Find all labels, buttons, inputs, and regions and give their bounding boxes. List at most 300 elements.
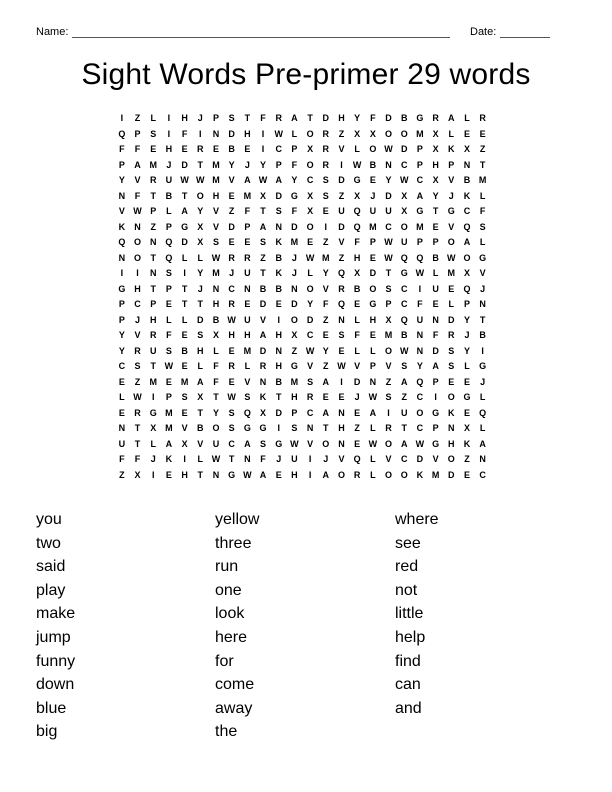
grid-letter[interactable]: L xyxy=(464,113,470,123)
grid-letter[interactable]: X xyxy=(354,190,361,201)
grid-letter[interactable]: I xyxy=(418,283,422,294)
grid-letter[interactable]: T xyxy=(181,190,188,201)
grid-letter[interactable]: Q xyxy=(479,407,487,418)
grid-letter[interactable]: G xyxy=(181,221,189,232)
grid-letter[interactable]: H xyxy=(432,159,439,170)
grid-letter[interactable]: D xyxy=(291,299,298,309)
date-line[interactable] xyxy=(500,27,550,38)
grid-letter[interactable]: N xyxy=(149,237,157,247)
grid-letter[interactable]: Y xyxy=(197,268,204,278)
grid-letter[interactable]: F xyxy=(119,144,125,154)
grid-letter[interactable]: G xyxy=(243,423,251,433)
grid-letter[interactable]: L xyxy=(432,268,439,278)
grid-letter[interactable]: Q xyxy=(400,314,408,325)
grid-letter[interactable]: A xyxy=(322,469,330,480)
grid-letter[interactable]: A xyxy=(134,159,141,170)
grid-letter[interactable]: M xyxy=(165,423,173,433)
grid-letter[interactable]: E xyxy=(244,237,251,247)
grid-letter[interactable]: N xyxy=(338,438,345,449)
grid-letter[interactable]: C xyxy=(416,175,424,185)
grid-letter[interactable]: F xyxy=(432,330,439,340)
grid-letter[interactable]: S xyxy=(165,345,172,356)
grid-letter[interactable]: O xyxy=(290,314,298,325)
grid-letter[interactable]: V xyxy=(479,268,486,278)
grid-letter[interactable]: Z xyxy=(464,454,470,464)
grid-letter[interactable]: T xyxy=(197,159,204,170)
grid-letter[interactable]: Y xyxy=(432,190,439,201)
grid-letter[interactable]: K xyxy=(275,268,282,278)
grid-letter[interactable]: E xyxy=(448,376,455,387)
grid-letter[interactable]: W xyxy=(133,392,142,402)
grid-letter[interactable]: G xyxy=(416,206,424,216)
grid-letter[interactable]: E xyxy=(322,330,329,340)
grid-letter[interactable]: A xyxy=(165,438,173,449)
grid-letter[interactable]: D xyxy=(306,314,314,325)
grid-letter[interactable]: Z xyxy=(291,345,298,356)
grid-letter[interactable]: E xyxy=(181,330,188,340)
grid-letter[interactable]: T xyxy=(260,268,266,278)
grid-letter[interactable]: N xyxy=(244,454,251,464)
grid-letter[interactable]: S xyxy=(165,268,172,278)
grid-letter[interactable]: H xyxy=(244,330,251,340)
grid-letter[interactable]: V xyxy=(212,206,219,216)
grid-letter[interactable]: L xyxy=(479,190,486,201)
grid-letter[interactable]: J xyxy=(166,159,172,170)
grid-letter[interactable]: Z xyxy=(323,314,329,325)
grid-letter[interactable]: L xyxy=(150,113,156,123)
grid-letter[interactable]: Q xyxy=(353,221,361,232)
grid-letter[interactable]: E xyxy=(463,128,470,139)
grid-letter[interactable]: A xyxy=(291,113,298,123)
grid-letter[interactable]: M xyxy=(180,376,189,387)
grid-letter[interactable]: W xyxy=(399,345,409,356)
grid-letter[interactable]: D xyxy=(385,113,392,123)
grid-letter[interactable]: X xyxy=(181,438,188,449)
grid-letter[interactable]: T xyxy=(134,438,141,449)
grid-letter[interactable]: A xyxy=(181,206,188,216)
grid-letter[interactable]: Y xyxy=(463,345,470,356)
grid-letter[interactable]: S xyxy=(291,423,298,433)
grid-letter[interactable]: B xyxy=(479,330,486,340)
grid-letter[interactable]: A xyxy=(259,221,267,232)
grid-letter[interactable]: I xyxy=(120,113,124,123)
grid-letter[interactable]: G xyxy=(118,283,126,294)
grid-letter[interactable]: W xyxy=(211,454,221,464)
grid-letter[interactable]: N xyxy=(291,283,298,294)
grid-letter[interactable]: I xyxy=(167,128,171,139)
grid-letter[interactable]: F xyxy=(134,144,141,154)
grid-letter[interactable]: D xyxy=(259,345,267,356)
grid-letter[interactable]: I xyxy=(183,454,186,464)
grid-letter[interactable]: H xyxy=(448,438,455,449)
grid-letter[interactable]: E xyxy=(369,252,376,263)
grid-letter[interactable]: E xyxy=(181,144,188,154)
grid-letter[interactable]: Z xyxy=(479,144,486,154)
grid-letter[interactable]: T xyxy=(197,469,204,480)
grid-letter[interactable]: U xyxy=(149,345,157,356)
grid-letter[interactable]: W xyxy=(274,128,283,139)
grid-letter[interactable]: E xyxy=(228,237,235,247)
grid-letter[interactable]: M xyxy=(416,128,424,139)
grid-letter[interactable]: Y xyxy=(118,175,125,185)
grid-letter[interactable]: O xyxy=(322,438,330,449)
grid-letter[interactable]: O xyxy=(369,144,377,154)
grid-letter[interactable]: O xyxy=(463,252,471,263)
grid-letter[interactable]: F xyxy=(260,113,266,123)
grid-letter[interactable]: F xyxy=(166,330,172,340)
grid-letter[interactable]: J xyxy=(197,283,203,294)
grid-letter[interactable]: X xyxy=(307,190,314,201)
grid-letter[interactable]: E xyxy=(181,407,188,418)
grid-letter[interactable]: V xyxy=(212,221,219,232)
grid-letter[interactable]: C xyxy=(400,454,408,464)
grid-letter[interactable]: H xyxy=(275,361,282,371)
grid-letter[interactable]: B xyxy=(259,283,267,294)
grid-letter[interactable]: E xyxy=(275,469,282,480)
grid-letter[interactable]: B xyxy=(369,159,377,170)
grid-letter[interactable]: N xyxy=(212,469,220,480)
grid-letter[interactable]: P xyxy=(118,314,125,325)
grid-letter[interactable]: A xyxy=(275,175,282,185)
grid-letter[interactable]: W xyxy=(337,361,346,371)
grid-letter[interactable]: P xyxy=(165,283,172,294)
grid-letter[interactable]: V xyxy=(181,423,188,433)
grid-letter[interactable]: C xyxy=(228,283,235,294)
grid-letter[interactable]: H xyxy=(149,314,157,325)
grid-letter[interactable]: N xyxy=(212,283,220,294)
grid-letter[interactable]: H xyxy=(134,283,141,294)
grid-letter[interactable]: U xyxy=(291,454,298,464)
grid-letter[interactable]: O xyxy=(416,407,424,418)
grid-letter[interactable]: L xyxy=(370,423,376,433)
grid-letter[interactable]: H xyxy=(291,392,298,402)
grid-letter[interactable]: S xyxy=(228,113,235,123)
grid-letter[interactable]: F xyxy=(370,113,376,123)
grid-letter[interactable]: R xyxy=(479,113,486,123)
grid-letter[interactable]: R xyxy=(134,345,141,356)
grid-letter[interactable]: B xyxy=(275,252,282,263)
grid-letter[interactable]: Z xyxy=(228,206,235,216)
grid-letter[interactable]: V xyxy=(134,330,141,340)
grid-letter[interactable]: B xyxy=(181,345,188,356)
grid-letter[interactable]: O xyxy=(400,128,408,139)
grid-letter[interactable]: P xyxy=(432,376,439,387)
grid-letter[interactable]: I xyxy=(340,159,343,170)
grid-letter[interactable]: N xyxy=(338,407,345,418)
grid-letter[interactable]: C xyxy=(306,175,314,185)
grid-letter[interactable]: L xyxy=(197,454,204,464)
grid-letter[interactable]: L xyxy=(370,454,376,464)
grid-letter[interactable]: H xyxy=(228,330,235,340)
grid-letter[interactable]: X xyxy=(463,144,470,154)
grid-letter[interactable]: F xyxy=(291,159,298,170)
grid-letter[interactable]: S xyxy=(385,392,392,402)
grid-letter[interactable]: C xyxy=(134,299,141,309)
grid-letter[interactable]: Q xyxy=(337,299,345,309)
grid-letter[interactable]: J xyxy=(291,252,297,263)
grid-letter[interactable]: R xyxy=(244,252,251,263)
grid-letter[interactable]: O xyxy=(306,221,314,232)
grid-letter[interactable]: I xyxy=(308,469,312,480)
grid-letter[interactable]: D xyxy=(228,221,235,232)
grid-letter[interactable]: B xyxy=(400,330,408,340)
grid-letter[interactable]: J xyxy=(448,190,454,201)
grid-letter[interactable]: I xyxy=(340,376,343,387)
grid-letter[interactable]: A xyxy=(259,330,267,340)
grid-letter[interactable]: J xyxy=(244,159,250,170)
grid-letter[interactable]: R xyxy=(197,144,204,154)
grid-letter[interactable]: T xyxy=(150,252,156,263)
grid-letter[interactable]: N xyxy=(275,221,282,232)
grid-letter[interactable]: R xyxy=(228,299,235,309)
grid-letter[interactable]: W xyxy=(227,392,236,402)
grid-letter[interactable]: R xyxy=(149,330,157,340)
grid-letter[interactable]: Q xyxy=(416,252,424,263)
grid-letter[interactable]: G xyxy=(149,407,157,418)
grid-letter[interactable]: I xyxy=(434,392,437,402)
grid-letter[interactable]: G xyxy=(228,469,236,480)
grid-letter[interactable]: B xyxy=(212,314,220,325)
grid-letter[interactable]: C xyxy=(306,407,314,418)
grid-letter[interactable]: M xyxy=(290,376,299,387)
grid-letter[interactable]: S xyxy=(338,330,345,340)
grid-letter[interactable]: W xyxy=(415,268,425,278)
grid-letter[interactable]: X xyxy=(385,314,392,325)
grid-letter[interactable]: F xyxy=(354,237,360,247)
grid-letter[interactable]: G xyxy=(479,252,487,263)
grid-letter[interactable]: E xyxy=(181,361,188,371)
grid-letter[interactable]: T xyxy=(275,392,282,402)
grid-letter[interactable]: W xyxy=(196,175,205,185)
grid-letter[interactable]: K xyxy=(463,438,471,449)
grid-letter[interactable]: R xyxy=(353,469,361,480)
grid-letter[interactable]: U xyxy=(338,206,345,216)
grid-letter[interactable]: H xyxy=(181,469,188,480)
grid-letter[interactable]: W xyxy=(133,206,142,216)
grid-letter[interactable]: W xyxy=(384,252,393,263)
grid-letter[interactable]: T xyxy=(150,190,156,201)
grid-letter[interactable]: N xyxy=(118,190,126,201)
grid-letter[interactable]: L xyxy=(479,392,486,402)
grid-letter[interactable]: R xyxy=(306,392,314,402)
grid-letter[interactable]: R xyxy=(149,175,157,185)
grid-letter[interactable]: X xyxy=(291,330,298,340)
grid-letter[interactable]: L xyxy=(479,423,486,433)
grid-letter[interactable]: X xyxy=(432,128,439,139)
grid-letter[interactable]: F xyxy=(244,206,251,216)
grid-letter[interactable]: H xyxy=(212,299,220,309)
grid-letter[interactable]: R xyxy=(259,361,267,371)
grid-letter[interactable]: P xyxy=(416,159,423,170)
grid-letter[interactable]: A xyxy=(322,407,330,418)
grid-letter[interactable]: Z xyxy=(338,252,345,263)
grid-letter[interactable]: E xyxy=(228,376,235,387)
grid-letter[interactable]: A xyxy=(416,190,424,201)
grid-letter[interactable]: U xyxy=(400,237,408,247)
grid-letter[interactable]: X xyxy=(401,206,408,216)
grid-letter[interactable]: U xyxy=(400,407,408,418)
grid-letter[interactable]: T xyxy=(213,392,219,402)
grid-letter[interactable]: F xyxy=(323,299,329,309)
grid-letter[interactable]: L xyxy=(150,438,156,449)
grid-letter[interactable]: L xyxy=(448,299,455,309)
grid-letter[interactable]: S xyxy=(479,221,486,232)
grid-letter[interactable]: D xyxy=(275,407,282,418)
grid-letter[interactable]: B xyxy=(197,423,204,433)
grid-letter[interactable]: Y xyxy=(322,268,329,278)
grid-letter[interactable]: J xyxy=(354,392,360,402)
grid-letter[interactable]: O xyxy=(306,283,314,294)
grid-letter[interactable]: W xyxy=(243,469,252,480)
grid-letter[interactable]: E xyxy=(463,376,470,387)
grid-letter[interactable]: H xyxy=(244,128,251,139)
grid-letter[interactable]: Y xyxy=(354,113,361,123)
grid-letter[interactable]: S xyxy=(401,361,408,371)
grid-letter[interactable]: J xyxy=(291,268,297,278)
grid-letter[interactable]: O xyxy=(385,469,393,480)
grid-letter[interactable]: S xyxy=(212,237,219,247)
grid-letter[interactable]: O xyxy=(196,190,204,201)
grid-letter[interactable]: P xyxy=(150,299,157,309)
grid-letter[interactable]: L xyxy=(448,128,455,139)
grid-letter[interactable]: M xyxy=(322,252,330,263)
grid-letter[interactable]: F xyxy=(134,190,141,201)
grid-letter[interactable]: F xyxy=(291,206,298,216)
grid-letter[interactable]: L xyxy=(307,268,313,278)
grid-letter[interactable]: N xyxy=(118,423,126,433)
grid-letter[interactable]: Y xyxy=(416,361,423,371)
grid-letter[interactable]: H xyxy=(275,330,282,340)
grid-letter[interactable]: I xyxy=(167,113,171,123)
grid-letter[interactable]: W xyxy=(368,438,378,449)
grid-letter[interactable]: K xyxy=(118,221,126,232)
grid-letter[interactable]: H xyxy=(338,113,345,123)
grid-letter[interactable]: P xyxy=(416,144,423,154)
grid-letter[interactable]: U xyxy=(385,206,392,216)
grid-letter[interactable]: R xyxy=(322,144,330,154)
grid-letter[interactable]: S xyxy=(448,345,455,356)
grid-letter[interactable]: C xyxy=(400,299,408,309)
grid-letter[interactable]: B xyxy=(275,283,282,294)
grid-letter[interactable]: E xyxy=(228,190,235,201)
grid-letter[interactable]: Q xyxy=(400,252,408,263)
grid-letter[interactable]: Z xyxy=(134,113,141,123)
grid-letter[interactable]: E xyxy=(165,299,172,309)
grid-letter[interactable]: E xyxy=(338,345,345,356)
grid-letter[interactable]: F xyxy=(181,128,188,139)
grid-letter[interactable]: M xyxy=(149,376,157,387)
grid-letter[interactable]: P xyxy=(463,299,470,309)
grid-letter[interactable]: X xyxy=(432,175,439,185)
grid-letter[interactable]: N xyxy=(369,376,377,387)
grid-letter[interactable]: C xyxy=(275,144,282,154)
grid-letter[interactable]: E xyxy=(228,345,235,356)
grid-letter[interactable]: R xyxy=(322,159,330,170)
grid-letter[interactable]: L xyxy=(166,206,172,216)
grid-letter[interactable]: P xyxy=(244,221,251,232)
grid-letter[interactable]: O xyxy=(306,159,314,170)
grid-letter[interactable]: J xyxy=(135,314,141,325)
grid-letter[interactable]: L xyxy=(291,128,298,139)
grid-letter[interactable]: E xyxy=(212,144,219,154)
grid-letter[interactable]: C xyxy=(400,159,408,170)
grid-letter[interactable]: I xyxy=(151,392,155,402)
grid-letter[interactable]: E xyxy=(432,299,439,309)
grid-letter[interactable]: S xyxy=(197,330,204,340)
grid-letter[interactable]: N xyxy=(479,454,486,464)
grid-letter[interactable]: Y xyxy=(212,407,219,418)
grid-letter[interactable]: M xyxy=(478,175,487,185)
grid-letter[interactable]: P xyxy=(118,159,125,170)
grid-letter[interactable]: P xyxy=(369,237,376,247)
grid-letter[interactable]: D xyxy=(275,190,282,201)
grid-letter[interactable]: Q xyxy=(165,252,173,263)
grid-letter[interactable]: P xyxy=(432,237,439,247)
grid-letter[interactable]: L xyxy=(464,361,470,371)
grid-letter[interactable]: L xyxy=(181,314,188,325)
grid-letter[interactable]: D xyxy=(181,237,188,247)
grid-letter[interactable]: P xyxy=(165,221,172,232)
grid-letter[interactable]: M xyxy=(431,469,440,480)
grid-letter[interactable]: S xyxy=(322,190,329,201)
grid-letter[interactable]: F xyxy=(260,454,266,464)
grid-letter[interactable]: E xyxy=(463,407,470,418)
grid-letter[interactable]: A xyxy=(259,469,267,480)
grid-letter[interactable]: Q xyxy=(353,454,361,464)
grid-letter[interactable]: N xyxy=(416,345,424,356)
grid-letter[interactable]: D xyxy=(400,144,408,154)
grid-letter[interactable]: P xyxy=(291,144,298,154)
grid-letter[interactable]: I xyxy=(324,221,328,232)
grid-letter[interactable]: D xyxy=(291,221,298,232)
grid-letter[interactable]: T xyxy=(228,454,235,464)
grid-letter[interactable]: X xyxy=(197,237,204,247)
grid-letter[interactable]: R xyxy=(432,113,439,123)
grid-letter[interactable]: X xyxy=(401,190,408,201)
grid-letter[interactable]: Q xyxy=(243,407,251,418)
grid-letter[interactable]: L xyxy=(370,345,376,356)
grid-letter[interactable]: P xyxy=(165,392,172,402)
grid-letter[interactable]: H xyxy=(369,314,377,325)
grid-letter[interactable]: V xyxy=(228,175,235,185)
grid-letter[interactable]: E xyxy=(479,128,486,139)
grid-letter[interactable]: G xyxy=(290,190,298,201)
grid-letter[interactable]: Q xyxy=(353,206,361,216)
grid-letter[interactable]: V xyxy=(448,221,455,232)
grid-letter[interactable]: E xyxy=(432,221,439,232)
grid-letter[interactable]: K xyxy=(165,454,173,464)
grid-letter[interactable]: D xyxy=(338,221,345,232)
grid-letter[interactable]: H xyxy=(197,345,204,356)
grid-letter[interactable]: L xyxy=(166,314,172,325)
grid-letter[interactable]: Y xyxy=(322,345,329,356)
grid-letter[interactable]: A xyxy=(197,376,204,387)
grid-letter[interactable]: E xyxy=(354,407,361,418)
grid-letter[interactable]: G xyxy=(416,113,424,123)
grid-letter[interactable]: V xyxy=(338,237,345,247)
grid-letter[interactable]: P xyxy=(291,407,298,418)
grid-letter[interactable]: H xyxy=(353,252,361,263)
grid-letter[interactable]: A xyxy=(479,438,486,449)
grid-letter[interactable]: D xyxy=(322,113,330,123)
grid-letter[interactable]: L xyxy=(479,237,486,247)
grid-letter[interactable]: E xyxy=(118,376,125,387)
grid-letter[interactable]: G xyxy=(400,268,408,278)
grid-letter[interactable]: Y xyxy=(307,299,314,309)
grid-letter[interactable]: W xyxy=(290,438,299,449)
grid-letter[interactable]: A xyxy=(448,113,455,123)
grid-letter[interactable]: V xyxy=(432,454,439,464)
